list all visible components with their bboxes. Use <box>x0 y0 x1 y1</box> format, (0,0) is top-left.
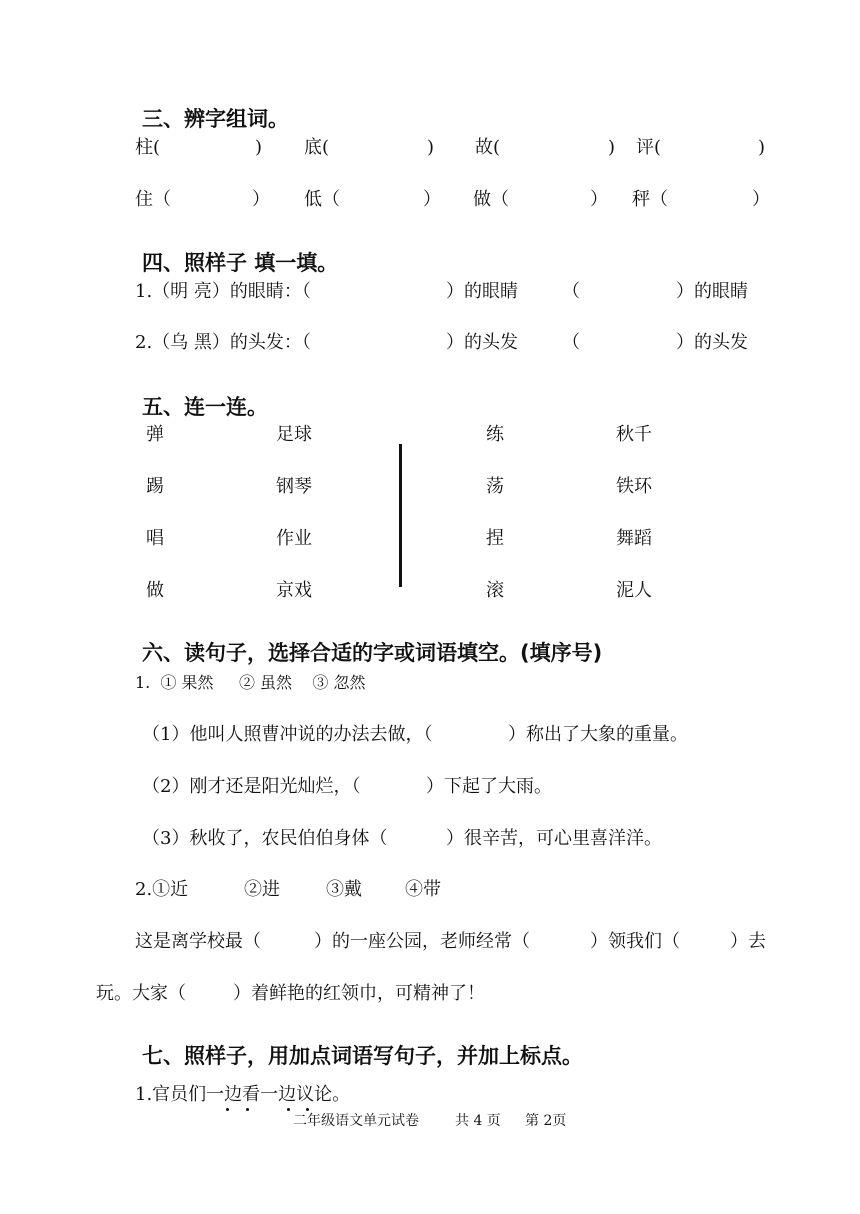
match-item[interactable]: 滚 <box>486 580 504 601</box>
blank-suffix: ）的头发 <box>446 332 518 353</box>
match-item[interactable]: 荡 <box>486 476 504 497</box>
emphasis-dot <box>226 1108 229 1111</box>
match-item[interactable]: 足球 <box>276 424 312 445</box>
match-item[interactable]: 钢琴 <box>276 476 312 497</box>
emphasis-dot <box>287 1108 290 1111</box>
text-segment: ）着鲜艳的红领巾，可精神了！ <box>233 983 485 1004</box>
paren-close: ） <box>423 189 441 210</box>
text-segment: ）去 <box>730 931 766 952</box>
sentence-end: ）很辛苦，可心里喜洋洋。 <box>446 828 662 849</box>
blank-suffix: ）的头发 <box>676 332 748 353</box>
match-item[interactable]: 捏 <box>486 528 504 549</box>
paren-close: ) <box>255 137 263 158</box>
paren-close: ） <box>590 189 608 210</box>
text-segment: ）的一座公园，老师经常（ <box>314 931 530 952</box>
text-segment: ）领我们（ <box>590 931 680 952</box>
example-text: 2.（乌 黑）的头发：（ <box>135 332 311 353</box>
blank-suffix: ）的眼睛 <box>446 281 518 302</box>
char-item: 秤（ <box>632 189 668 210</box>
char-item: 评( <box>636 137 662 158</box>
char-item: 底( <box>304 137 330 158</box>
example-text: 1.（明 亮）的眼睛：（ <box>135 281 311 302</box>
char-item: 住（ <box>135 189 171 210</box>
match-item[interactable]: 舞蹈 <box>616 528 652 549</box>
paren-open: （ <box>562 281 580 302</box>
sentence-start: （1）他叫人照曹冲说的办法去做，（ <box>142 724 433 745</box>
q1-options: 1. ① 果然 ② 虽然 ③ 忽然 <box>135 673 366 692</box>
paren-open: （ <box>562 332 580 353</box>
text-segment: 这是离学校最（ <box>135 931 261 952</box>
match-item[interactable]: 做 <box>146 580 164 601</box>
match-item[interactable]: 京戏 <box>276 580 312 601</box>
footer-total-pages: 共 4 页 <box>455 1113 501 1129</box>
char-item: 低（ <box>304 189 340 210</box>
paren-close: ） <box>752 189 770 210</box>
example-sentence: 1.官员们一边看一边议论。 <box>135 1084 351 1105</box>
match-item[interactable]: 泥人 <box>616 580 652 601</box>
emphasis-dot <box>246 1108 249 1111</box>
match-item[interactable]: 作业 <box>276 528 312 549</box>
section-3-title: 三、辨字组词。 <box>142 107 289 131</box>
footer-page-number: 第 2页 <box>525 1113 567 1129</box>
match-item[interactable]: 练 <box>486 424 504 445</box>
option: ②进 <box>244 879 280 900</box>
sentence-start: （3）秋收了，农民伯伯身体（ <box>142 828 388 849</box>
paren-close: ) <box>758 137 766 158</box>
match-item[interactable]: 秋千 <box>616 424 652 445</box>
emphasis-dot <box>306 1108 309 1111</box>
section-4-title: 四、照样子 填一填。 <box>142 251 339 275</box>
option: ④带 <box>405 879 441 900</box>
char-item: 做（ <box>473 189 509 210</box>
char-item: 柱( <box>135 137 161 158</box>
char-item: 故( <box>475 137 501 158</box>
text-segment: 玩。大家（ <box>96 983 186 1004</box>
paren-close: ) <box>608 137 616 158</box>
divider-line <box>399 444 402 587</box>
option: 2.①近 <box>135 879 189 900</box>
option: ③戴 <box>326 879 362 900</box>
match-item[interactable]: 弹 <box>146 424 164 445</box>
sentence-start: （2）刚才还是阳光灿烂，（ <box>142 776 361 797</box>
section-5-title: 五、连一连。 <box>142 395 268 419</box>
paren-close: ) <box>427 137 435 158</box>
sentence-end: ）下起了大雨。 <box>426 776 552 797</box>
section-6-title: 六、读句子，选择合适的字或词语填空。(填序号) <box>142 641 603 665</box>
blank-suffix: ）的眼睛 <box>676 281 748 302</box>
match-item[interactable]: 踢 <box>146 476 164 497</box>
footer-title: 二年级语文单元试卷 <box>293 1113 419 1129</box>
paren-close: ） <box>252 189 270 210</box>
section-7-title: 七、照样子，用加点词语写句子，并加上标点。 <box>142 1044 583 1068</box>
match-item[interactable]: 唱 <box>146 528 164 549</box>
sentence-end: ）称出了大象的重量。 <box>508 724 688 745</box>
match-item[interactable]: 铁环 <box>616 476 652 497</box>
